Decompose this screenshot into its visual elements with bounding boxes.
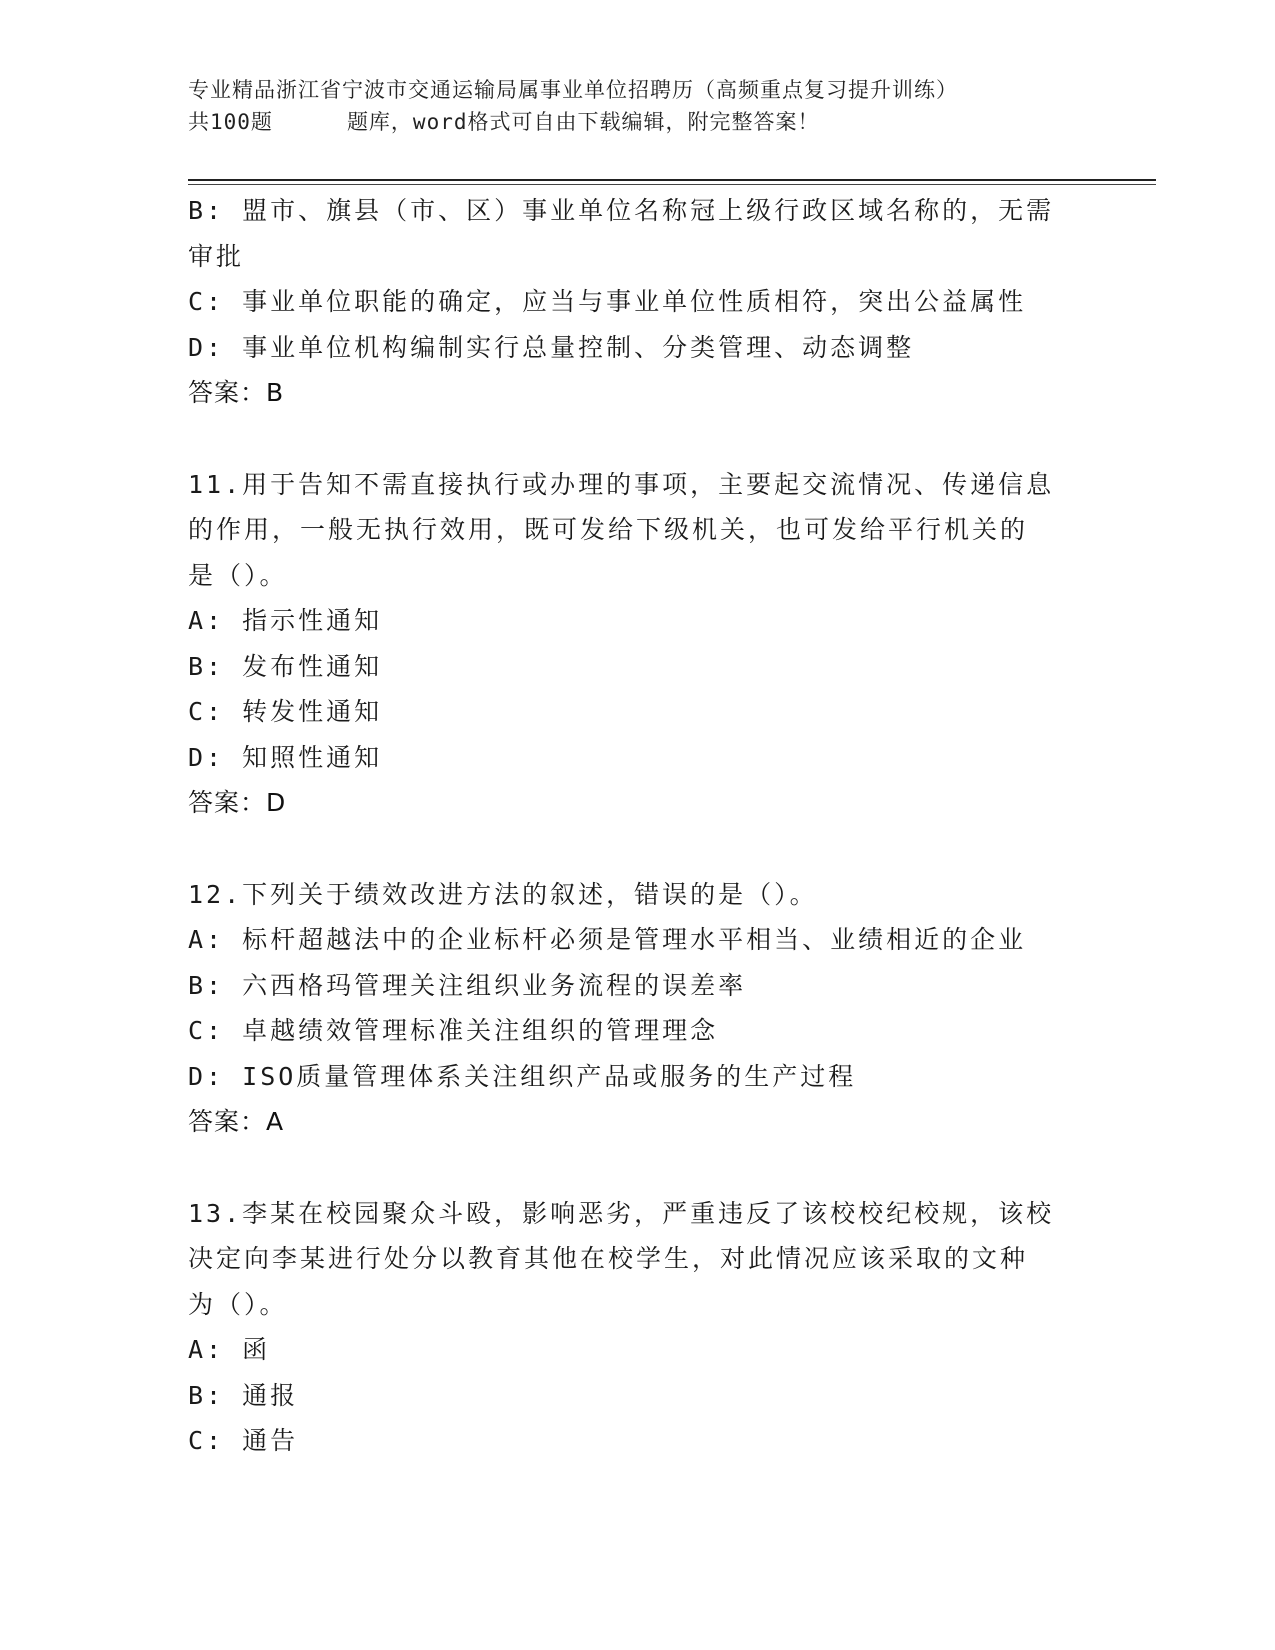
option-b: B: 六西格玛管理关注组织业务流程的误差率 — [188, 970, 747, 1000]
question-text-line: 的作用，一般无执行效用，既可发给下级机关，也可发给平行机关的 — [188, 515, 1029, 544]
option-a: A: 指示性通知 — [188, 606, 383, 635]
question-10-continued — [188, 188, 1088, 416]
answer-line: 答案：B — [188, 378, 285, 407]
option-c: C: 转发性通知 — [188, 697, 383, 726]
option-d: D: 知照性通知 — [188, 742, 383, 772]
question-11 — [188, 462, 1088, 826]
question-text-line: 是（）。 — [188, 560, 288, 590]
question-text-line: 11.用于告知不需直接执行或办理的事项，主要起交流情况、传递信息 — [188, 469, 1055, 499]
question-text-line: 13.李某在校园聚众斗殴，影响恶劣，严重违反了该校校纪校规，该校 — [188, 1198, 1055, 1228]
option-a: A: 标杆超越法中的企业标杆必须是管理水平相当、业绩相近的企业 — [188, 925, 1027, 954]
answer-line: 答案：A — [188, 1107, 285, 1136]
option-d: D: ISO质量管理体系关注组织产品或服务的生产过程 — [188, 1061, 857, 1091]
question-text-line: 决定向李某进行处分以教育其他在校学生，对此情况应该采取的文种 — [188, 1244, 1029, 1273]
question-text-line: 12.下列关于绩效改进方法的叙述，错误的是（）。 — [188, 879, 818, 909]
option-line: C: 事业单位职能的确定，应当与事业单位性质相符，突出公益属性 — [188, 287, 1027, 316]
question-12 — [188, 872, 1088, 1145]
question-13 — [188, 1191, 1088, 1464]
header-divider-thin — [188, 184, 1156, 185]
header-divider-thick — [188, 179, 1156, 181]
document-header — [188, 74, 1168, 138]
header-title-line: 专业精品浙江省宁波市交通运输局属事业单位招聘历（高频重点复习提升训练） — [188, 78, 958, 102]
option-line: B: 盟市、旗县（市、区）事业单位名称冠上级行政区域名称的，无需 — [188, 196, 1055, 225]
header-question-count: 共100题 — [188, 110, 273, 134]
option-c: C: 通告 — [188, 1426, 299, 1455]
option-line: D: 事业单位机构编制实行总量控制、分类管理、动态调整 — [188, 332, 915, 362]
option-c: C: 卓越绩效管理标准关注组织的管理理念 — [188, 1016, 719, 1045]
document-body — [188, 188, 1088, 1464]
option-a: A: 函 — [188, 1335, 271, 1364]
header-description: 题库，word格式可自由下载编辑，附完整答案！ — [346, 110, 820, 134]
option-line: 审批 — [188, 241, 245, 271]
header-subtitle-line — [188, 106, 1168, 138]
option-b: B: 通报 — [188, 1380, 299, 1410]
option-b: B: 发布性通知 — [188, 651, 383, 681]
question-text-line: 为（）。 — [188, 1289, 288, 1319]
answer-line: 答案：D — [188, 788, 287, 817]
